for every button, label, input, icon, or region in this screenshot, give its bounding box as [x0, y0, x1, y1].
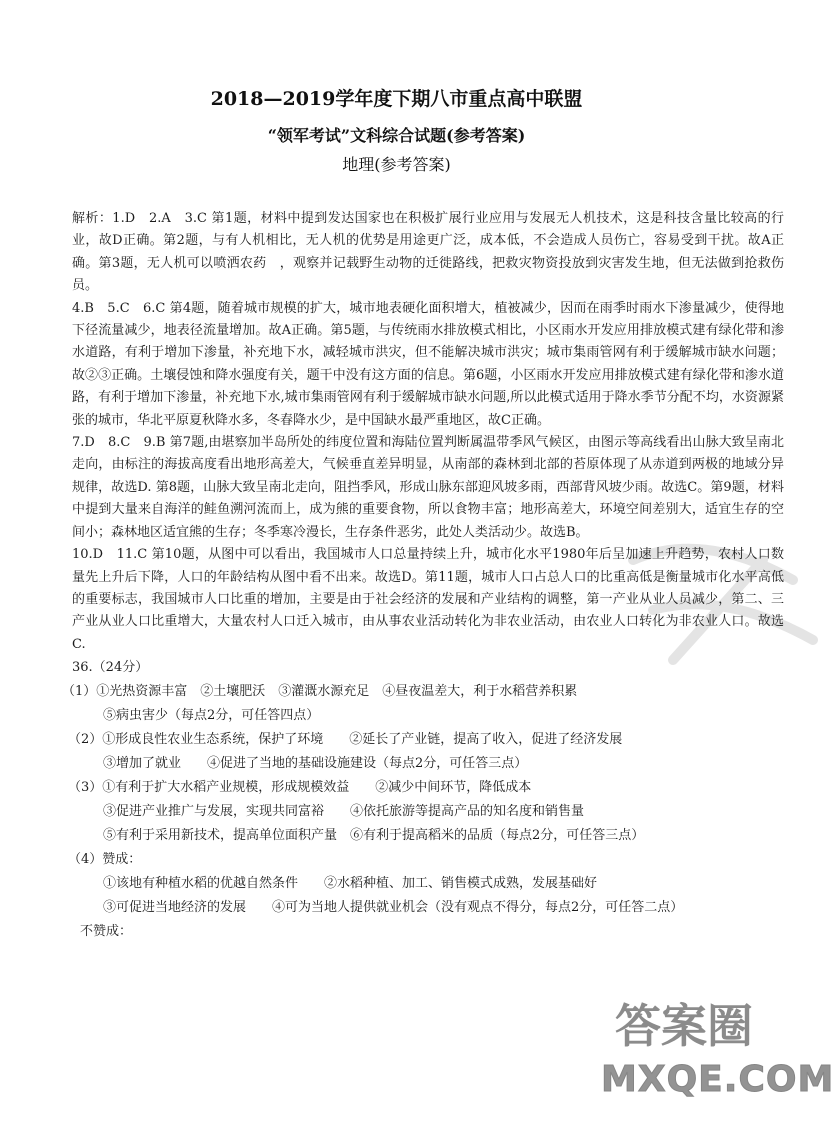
answer-body	[62, 208, 784, 944]
q36-part3-line1: （3）①有利于扩大水稻产业规模，形成规模效益 ②减少中间环节，降低成本	[68, 780, 532, 796]
explanation-q7-9: 7.D 8.C 9.B 第7题,由堪察加半岛所处的纬度位置和海陆位置判断属温带季风气候区，由图示等高线看出山脉大致呈南北走向，由标注的海拔高度看出地形高差大，气候垂直差异明显，从南部的森林到北部的苔原体现了从赤道到两极的地域分异规律，故选D. 第8题，山脉大致呈南北走向，阻挡季风，形成山脉东部迎风坡多雨，西部背风坡少雨。故选C。第9题，材料中提到大量来自海洋的鲑鱼溯河流而上，成为熊的重要食物，所以食物丰富；地形高差大，环境空间差别大，适宜生存的空间小；森林地区适宜熊的生存；冬季寒冷漫长，生存条件恶劣，此处人类活动少。故选B。	[72, 435, 784, 540]
exam-subtitle: “领军考试”文科综合试题(参考答案)	[267, 126, 526, 145]
q36-part4-line1: ①该地有种植水稻的优越自然条件 ②水稻种植、加工、销售模式成熟，发展基础好	[103, 876, 598, 892]
explanation-q4-6: 4.B 5.C 6.C 第4题，随着城市规模的扩大，城市地表硬化面积增大，植被减少，因而在雨季时雨水下渗量减少，使得地下径流量减少，地表径流量增加。故A正确。第5题，与传统雨水排放模式相比，小区雨水开发应用排放模式建有绿化带和渗水道路，有利于增加下渗量，补充地下水，减轻城市洪灾，但不能解决城市洪灾；城市集雨管网有利于缓解城市缺水问题；故②③正确。土壤侵蚀和降水强度有关，题干中没有这方面的信息。第6题，小区雨水开发应用排放模式建有绿化带和渗水道路，有利于增加下渗量，补充地下水,城市集雨管网有利于缓解城市缺水问题,所以此模式适用于降水季节分配不均，水资源紧张的城市，华北平原夏秋降水多，冬春降水少，是中国缺水最严重地区，故C正确。	[72, 300, 784, 428]
q36-part2-line1: （2）①形成良性农业生态系统，保护了环境 ②延长了产业链，提高了收入，促进了经济发展	[68, 732, 623, 748]
q36-part1-line2: ⑤病虫害少（每点2分，可任答四点）	[103, 708, 320, 724]
q36-part1-line1: （1）①光热资源丰富 ②土壤肥沃 ③灌溉水源充足 ④昼夜温差大，利于水稻营养积累	[62, 684, 578, 700]
watermark-logo-icon: 答案圈	[615, 999, 753, 1053]
q36-part4-line2: ③可促进当地经济的发展 ④可为当地人提供就业机会（没有观点不得分，每点2分，可任答二点）	[103, 900, 684, 916]
q36-part3-line3: ⑤有利于采用新技术，提高单位面积产量 ⑥有利于提高稻米的品质（每点2分，可任答三点）	[103, 828, 645, 844]
exam-title: 2018—2019学年度下期八市重点高中联盟	[210, 88, 583, 110]
site-watermark	[595, 990, 834, 1100]
subject-title: 地理(参考答案)	[342, 155, 451, 174]
q36-part4-oppose: 不赞成：	[80, 924, 133, 940]
explanation-q1-3: 解析：1.D 2.A 3.C 第1题，材料中提到发达国家也在积极扩展行业应用与发展无人机技术，这是科技含量比较高的行业，故D正确。第2题，与有人机相比，无人机的优势是用途更广泛，成本低，不会造成人员伤亡，容易受到干扰。故A正确。第3题，无人机可以喷洒农药 ，观察并记载野生动物的迁徙路线，把救灾物资投放到灾害发生地，但无法做到抢救伤员。	[72, 211, 784, 294]
q36-part4-heading: （4）赞成：	[68, 852, 142, 868]
watermark-site-text: MXQE.COM	[601, 1059, 834, 1100]
q36-part3-line2: ③促进产业推广与发展，实现共同富裕 ④依托旅游等提高产品的知名度和销售量	[103, 804, 585, 820]
q36-part2-line2: ③增加了就业 ④促进了当地的基础设施建设（每点2分，可任答三点）	[103, 756, 528, 772]
q36-heading: 36.（24分）	[72, 660, 149, 676]
explanation-q10-11: 10.D 11.C 第10题，从图中可以看出，我国城市人口总量持续上升，城市化水平1980年后呈加速上升趋势，农村人口数量先上升后下降，人口的年龄结构从图中看不出来。故选D。第11题，城市人口占总人口的比重高低是衡量城市化水平高低的重要标志，我国城市人口比重的增加，主要是由于社会经济的发展和产业结构的调整，第一产业从业人员减少，第二、三产业从业人口比重增大，大量农村人口迁入城市，由从事农业活动转化为非农业活动，由农业人口转化为非农业人口。故选C.	[72, 547, 784, 652]
